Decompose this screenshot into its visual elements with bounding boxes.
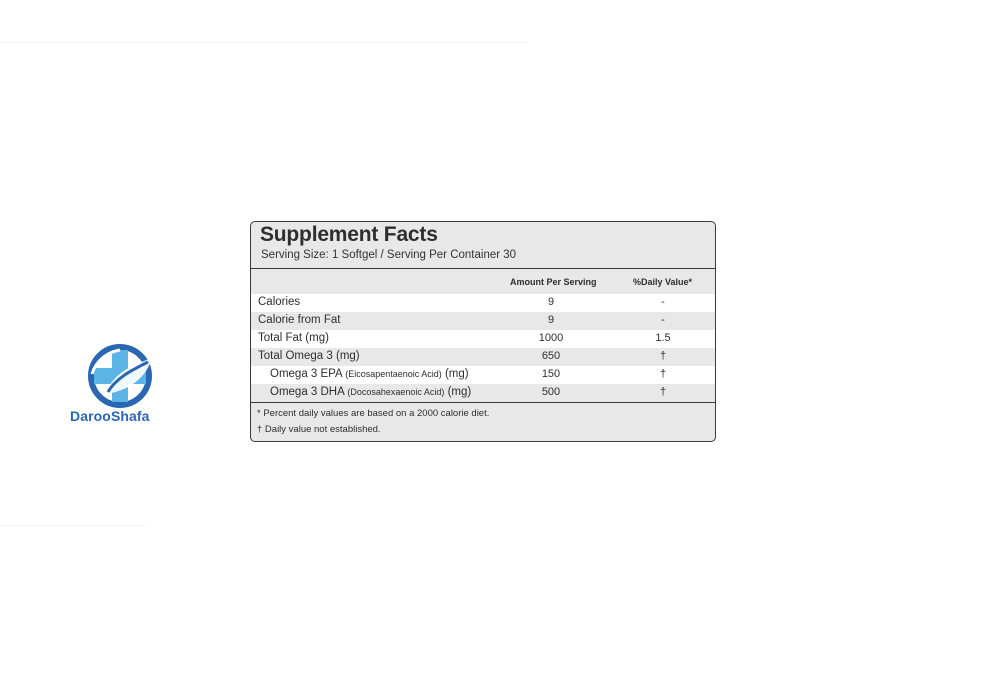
daily-value-column-header: %Daily Value* — [633, 277, 693, 287]
top-faint-line — [0, 42, 528, 43]
row-label: Total Omega 3 (mg) — [258, 350, 360, 362]
daroo-shafa-logo — [70, 344, 170, 428]
row-daily-value: † — [659, 350, 667, 362]
row-daily-value: † — [659, 386, 667, 398]
row-label-unit: (mg) — [444, 386, 472, 398]
facts-row — [251, 348, 715, 366]
row-amount: 500 — [541, 386, 561, 398]
row-label: Calorie from Fat — [258, 314, 341, 326]
logo-text: DarooShafa — [70, 408, 150, 424]
row-label-main: Omega 3 DHA — [270, 386, 348, 398]
bottom-faint-line — [0, 525, 145, 526]
row-amount: 650 — [541, 350, 561, 362]
row-daily-value: - — [661, 296, 665, 308]
facts-row — [251, 294, 715, 312]
footnote-percent-daily: * Percent daily values are based on a 2000 calorie diet. — [257, 408, 490, 419]
row-daily-value: † — [659, 368, 667, 380]
row-amount: 9 — [547, 296, 555, 308]
amount-column-header: Amount Per Serving — [510, 277, 597, 287]
panel-title: Supplement Facts — [260, 223, 438, 246]
row-label: Total Fat (mg) — [258, 332, 329, 344]
row-label-unit: (mg) — [441, 368, 469, 380]
row-label-main: Omega 3 EPA — [270, 368, 346, 380]
footnote-not-established: † Daily value not established. — [257, 424, 381, 435]
facts-rows — [251, 294, 715, 402]
facts-row — [251, 330, 715, 348]
facts-row — [251, 366, 715, 384]
row-amount: 9 — [547, 314, 555, 326]
row-label — [270, 368, 469, 380]
facts-row — [251, 384, 715, 402]
footnote-divider — [251, 402, 715, 403]
row-amount: 1000 — [538, 332, 564, 344]
row-label-sub: (Docosahexaenoic Acid) — [347, 387, 445, 397]
facts-row — [251, 312, 715, 330]
panel-header — [251, 222, 715, 269]
row-label — [270, 386, 471, 398]
row-daily-value: 1.5 — [655, 332, 671, 344]
supplement-facts-panel — [250, 221, 716, 442]
serving-info: Serving Size: 1 Softgel / Serving Per Container 30 — [261, 249, 517, 261]
row-daily-value: - — [661, 314, 665, 326]
medical-cross-leaf-icon — [86, 344, 156, 408]
row-amount: 150 — [541, 368, 561, 380]
row-label-sub: (Eicosapentaenoic Acid) — [345, 369, 442, 379]
row-label: Calories — [258, 296, 301, 308]
